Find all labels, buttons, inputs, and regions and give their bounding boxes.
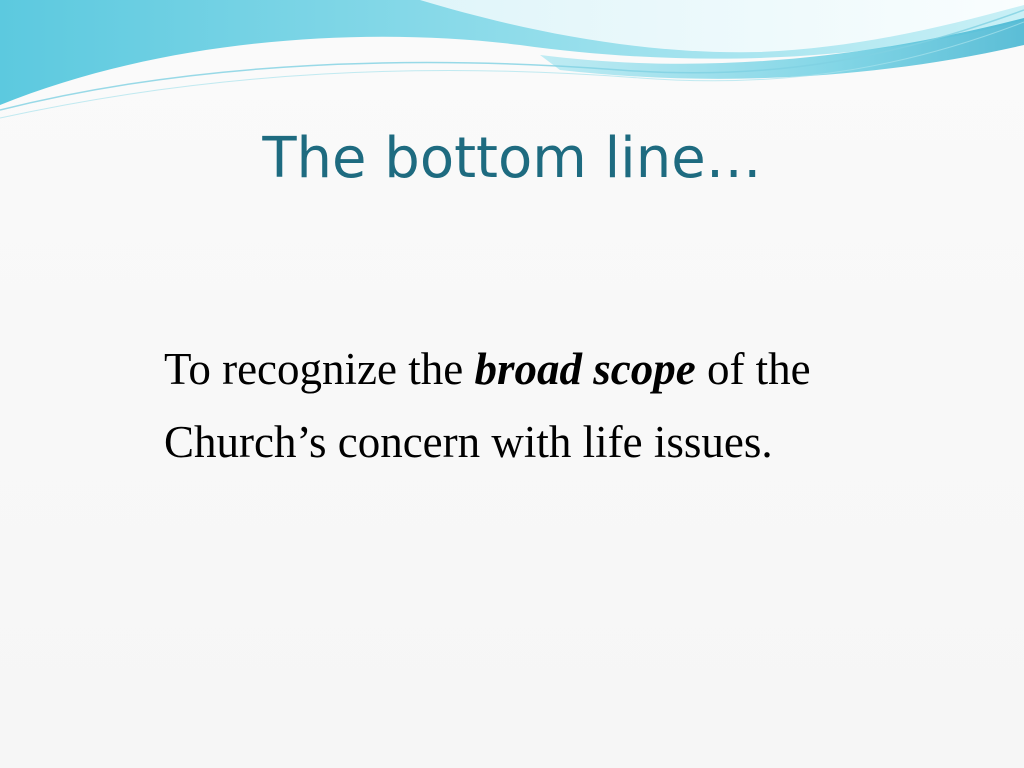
slide-body-text (164, 333, 884, 479)
slide-title: The bottom line… (262, 126, 762, 191)
body-text-emphasis: broad scope (474, 344, 696, 394)
wave-decoration (0, 0, 1024, 130)
body-text-part2: of the Church’s concern with life issues. (164, 344, 811, 467)
body-text-part1: To recognize the (164, 344, 475, 394)
